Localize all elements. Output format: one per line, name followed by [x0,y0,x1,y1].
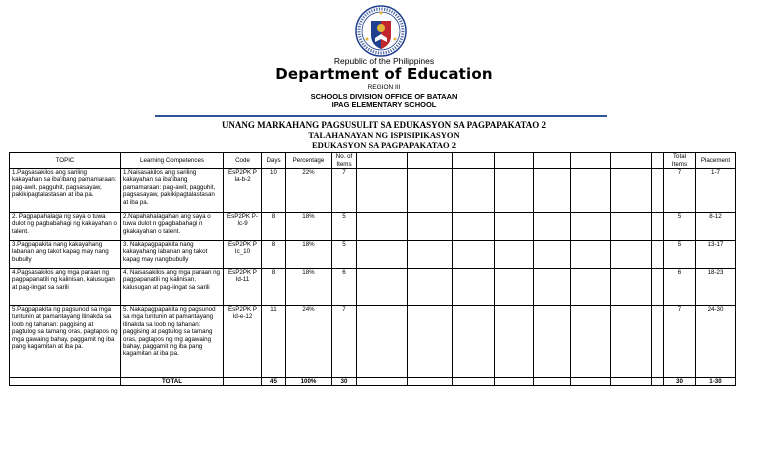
total-items-cell: 5 [664,213,696,241]
blank-cell [453,213,495,241]
table-header-row [10,153,736,169]
items-cell: 5 [332,241,357,269]
school-name: IPAG ELEMENTARY SCHOOL [331,100,437,109]
competency-cell: 4. Naisasakilos ang mga paraan ng pagpapanatili ng kalinisan, kalusugan at pag-iingat sa sarili [121,269,224,306]
placement-cell: 13-17 [696,241,736,269]
blank-col [652,153,664,169]
items-cell: 7 [332,169,357,213]
table-row [10,213,736,241]
topic-cell: 5.Pagpapakita ng pagsunod sa mga tuntunin at pamantayang itinakda sa loob ng tahanan: paggising at pagtulog sa tamang oras, pagtapos ng mga gawaing bahay, paggamit ng iba pang kagamitan at iba pa. [10,306,121,378]
blank-cell [611,306,652,378]
blank-cell [534,169,571,213]
placement-cell: 24-30 [696,306,736,378]
blank-cell [357,269,408,306]
blank-cell [571,378,611,386]
deped-seal-icon [355,5,407,57]
blank-cell [408,169,453,213]
blank-cell [495,213,534,241]
totals-days: 45 [262,378,286,386]
placement-cell: 18-23 [696,269,736,306]
total-items-cell: 7 [664,169,696,213]
blank-cell [534,213,571,241]
code-cell: EsP2PK P Id-11 [224,269,262,306]
topic-cell: 2. Pagpapahalaga ng saya o tuwa dulot ng pagbabahagi ng kakayahan o talent. [10,213,121,241]
header-days: Days [262,153,286,169]
blank-cell [652,169,664,213]
blank-cell [453,169,495,213]
days-cell: 8 [262,241,286,269]
table-title: TALAHANAYAN NG ISPISIPIKASYON [308,130,460,140]
topic-cell: 1.Pagsasakilos ang sariling kakayahan sa iba'ibang pamamaraan: pag-awit, pagguhit, pagsasayaw, pakikipagtalastasan at iba pa. [10,169,121,213]
blank-cell [357,378,408,386]
blank-cell [357,241,408,269]
header-percentage: Percentage [286,153,332,169]
subject-title: EDUKASYON SA PAGPAPAKATAO 2 [312,140,456,150]
blank-col [408,153,453,169]
totals-total-items: 30 [664,378,696,386]
blank-cell [534,269,571,306]
totals-items: 30 [332,378,357,386]
days-cell: 11 [262,306,286,378]
blank-cell [611,378,652,386]
blank-col [495,153,534,169]
republic-text: Republic of the Philippines [333,56,435,66]
items-cell: 6 [332,269,357,306]
blank-cell [224,378,262,386]
blank-cell [408,378,453,386]
blank-cell [408,241,453,269]
blank-cell [611,241,652,269]
blank-cell [408,269,453,306]
code-cell: EsP2PK P Ia-b-2 [224,169,262,213]
competency-cell: 3. Nakapagpapakita nang kakayahang labanan ang takot kapag may nangbubully [121,241,224,269]
header-code: Code [224,153,262,169]
days-cell: 8 [262,269,286,306]
header-topic: TOPIC [10,153,121,169]
blank-cell [571,241,611,269]
header-items: No. of Items [332,153,357,169]
blank-cell [453,306,495,378]
blank-cell [495,306,534,378]
blank-cell [571,213,611,241]
total-items-cell: 7 [664,306,696,378]
blank-cell [453,378,495,386]
header-total-items: Total Items [664,153,696,169]
blank-cell [453,241,495,269]
total-items-cell: 6 [664,269,696,306]
header-placement: Placement [696,153,736,169]
blank-cell [495,269,534,306]
competency-cell: 2.Napahahalagahan ang saya o tuwa dulot n gpagbabahagi n gkakayahan o talent. [121,213,224,241]
table-row [10,169,736,213]
region-text: REGION III [367,84,401,91]
blank-col [611,153,652,169]
competency-cell: 1.Naisasakilos ang sariling kakayahan sa iba'ibang pamamaraan: pag-awit, pagguhit, pagsasayaw, pakikipagtalastasan at iba pa. [121,169,224,213]
code-cell: EsP2PK P-Ic-9 [224,213,262,241]
blank-cell [571,169,611,213]
blank-cell [495,241,534,269]
percentage-cell: 18% [286,213,332,241]
code-cell: EsP2PK P Ic_10 [224,241,262,269]
days-cell: 8 [262,213,286,241]
blank-cell [357,306,408,378]
totals-row [10,378,736,386]
items-cell: 5 [332,213,357,241]
blank-cell [571,306,611,378]
blank-col [571,153,611,169]
blank-cell [408,306,453,378]
percentage-cell: 22% [286,169,332,213]
blank-cell [534,241,571,269]
total-items-cell: 5 [664,241,696,269]
blank-cell [534,306,571,378]
placement-cell: 8-12 [696,213,736,241]
placement-cell: 1-7 [696,169,736,213]
header-competencies: Learning Competences [121,153,224,169]
percentage-cell: 18% [286,241,332,269]
percentage-cell: 24% [286,306,332,378]
blank-cell [652,378,664,386]
blank-cell [652,269,664,306]
exam-title: UNANG MARKAHANG PAGSUSULIT SA EDUKASYON SA PAGPAPAKATAO 2 [221,120,547,130]
header-divider [155,115,607,117]
competency-cell: 5. Nakapagpapakita ng pagsunod sa mga tuntunin at pamantayang itinakda sa loob ng tahanan: paggising at pagtulog sa tamang oras, pagtapos ng mg agawaing bahay, paggamit ng iba pang kagamitan at iba pa. [121,306,224,378]
table-row [10,269,736,306]
blank-cell [495,378,534,386]
blank-cell [571,269,611,306]
table-row [10,306,736,378]
blank-cell [652,241,664,269]
division-text: SCHOOLS DIVISION OFFICE OF BATAAN [310,92,458,101]
blank-cell [453,269,495,306]
blank-cell [652,213,664,241]
blank-cell [357,169,408,213]
blank-cell [408,213,453,241]
totals-percentage: 100% [286,378,332,386]
blank-col [453,153,495,169]
blank-cell [611,169,652,213]
totals-label: TOTAL [121,378,224,386]
totals-placement: 1-30 [696,378,736,386]
blank-cell [611,213,652,241]
items-cell: 7 [332,306,357,378]
blank-cell [10,378,121,386]
percentage-cell: 18% [286,269,332,306]
blank-cell [611,269,652,306]
blank-cell [495,169,534,213]
blank-cell [357,213,408,241]
blank-col [534,153,571,169]
blank-cell [652,306,664,378]
days-cell: 10 [262,169,286,213]
topic-cell: 4.Pagsasakilos ang mga paraan ng pagpapanatili ng kalinisan, kalusugan at pag-iingat sa sarili [10,269,121,306]
blank-cell [534,378,571,386]
topic-cell: 3.Pagpapakita nang kakayahang labanan ang takot kapag may nang bubully [10,241,121,269]
specification-table [9,152,736,386]
code-cell: EsP2PK P Id-e-12 [224,306,262,378]
department-title: Department of Education [275,65,493,83]
blank-col [357,153,408,169]
table-row [10,241,736,269]
